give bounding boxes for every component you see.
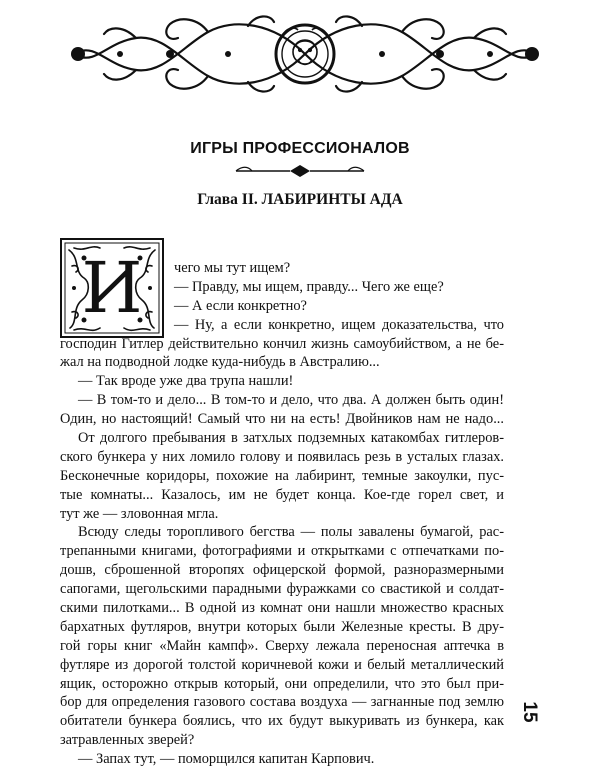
text-line: тые комнаты... Казалось, им не будет конца. Кое-где горел свет, и — [60, 486, 504, 503]
chapter-title: Глава II. ЛАБИРИНТЫ АДА — [197, 191, 403, 208]
header-ornament — [58, 10, 552, 98]
text-line: дошв, сброшенной второпях офицерской формой, разноразмерными — [60, 562, 504, 579]
text-line: жал на подводной лодке куда-нибудь в Австралию... — [60, 354, 380, 371]
text-line: — А если конкретно? — [174, 297, 307, 314]
text-line: — Ну, а если конкретно, ищем доказательства, что — [174, 316, 504, 333]
text-line: — Так вроде уже два трупа нашли! — [78, 373, 294, 390]
text-line: затравленных зверей? — [60, 732, 195, 749]
text-line: Бесконечные коридоры, похожие на лабиринт, темные закоулки, пус- — [60, 467, 504, 484]
title-ornament-rule — [234, 164, 366, 178]
text-line: трепанными книгами, фотографиями и открытками с отпечатками по- — [60, 543, 504, 560]
text-line: господин Гитлер действительно кончил жизнь самоубийством, а не бе- — [60, 335, 504, 352]
text-line: — Запах тут, — поморщился капитан Карпович. — [78, 751, 375, 768]
drop-cap-letter: И — [81, 247, 143, 329]
text-line: чего мы тут ищем? — [174, 260, 291, 276]
text-line: гой горы книг «Майн кампф». Сверху лежала переносная аптечка в — [60, 637, 504, 654]
text-line: ского бункера у них ломило голову и появилась резь в усталых глазах. — [60, 448, 504, 465]
text-line: Один, но настоящий! Самый что ни на есть! Двойников нам не надо... — [60, 411, 504, 428]
text-line: обитатели бункера боялись, что их будут выкуривать из бункера, как — [60, 713, 504, 730]
text-line: футляре из дорогой толстой коричневой кожи и белый металлический — [60, 656, 504, 673]
text-line: ящик, осторожно открыв который, они определили, что это был при- — [60, 675, 504, 692]
text-line: сапогами, щегольскими парадными фуражками со свастикой и солдат- — [60, 581, 504, 598]
text-line: Всюду следы торопливого бегства — полы завалены бумагой, рас- — [78, 524, 504, 541]
section-title: ИГРЫ ПРОФЕССИОНАЛОВ — [190, 140, 410, 157]
text-line: — В том-то и дело... В том-то и дело, что два. А должен быть один! — [78, 392, 504, 409]
text-line: — Правду, мы ищем, правду... Чего же еще? — [174, 278, 444, 295]
text-line: бор для определения газового состава воздуха — загнанные под землю — [60, 694, 504, 711]
page-number: 15 — [519, 701, 540, 723]
text-line: бархатных футляров, внутри которых были Железные кресты. В дру- — [60, 618, 504, 635]
text-line: скими пилотками... В одной из комнат они нашли множество красных — [60, 600, 504, 617]
body-text — [60, 259, 504, 769]
text-line: тут же — зловонная мгла. — [60, 505, 219, 522]
text-line: От долгого пребывания в затхлых подземных катакомбах гитлеров- — [78, 430, 504, 447]
